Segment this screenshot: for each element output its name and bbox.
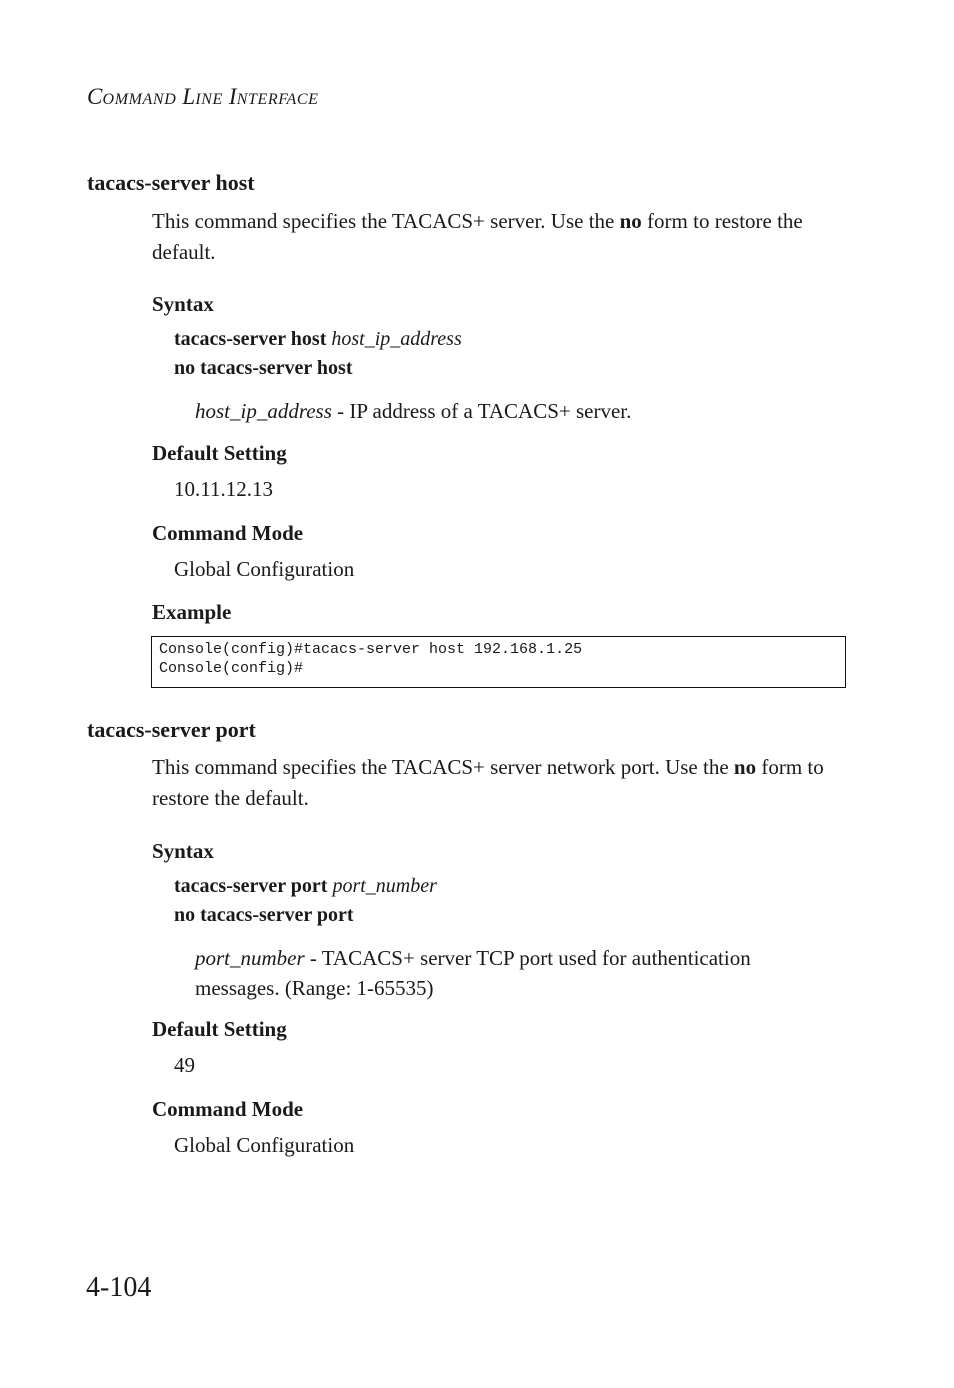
example-heading: Example <box>152 600 232 624</box>
default-setting-value: 49 <box>174 1053 195 1077</box>
example-code-box <box>151 636 846 688</box>
section-description: This command specifies the TACACS+ server. Use the no form to restore the default. <box>152 209 803 264</box>
running-header: COMMAND LINE INTERFACE <box>87 84 319 109</box>
page-number: 4-104 <box>86 1272 152 1303</box>
command-mode-heading: Command Mode <box>152 1097 304 1121</box>
syntax-heading: Syntax <box>152 839 214 863</box>
syntax-heading: Syntax <box>152 292 214 316</box>
default-setting-heading: Default Setting <box>152 441 287 465</box>
command-mode-heading: Command Mode <box>152 521 304 545</box>
section-title: tacacs-server port <box>87 717 256 742</box>
syntax-command: tacacs-server host host_ip_address <box>174 328 462 350</box>
default-setting-value: 10.11.12.13 <box>174 477 273 501</box>
parameter-description: host_ip_address - IP address of a TACACS+ server. <box>195 399 632 423</box>
syntax-no-command: no tacacs-server host <box>174 357 353 379</box>
parameter-description: port_number - TACACS+ server TCP port used for authentication messages. (Range: 1-65535) <box>195 946 751 1000</box>
code-line: Console(config)# <box>159 660 304 677</box>
default-setting-heading: Default Setting <box>152 1017 287 1041</box>
section-title: tacacs-server host <box>87 170 255 195</box>
syntax-no-command: no tacacs-server port <box>174 904 354 926</box>
command-mode-value: Global Configuration <box>174 557 355 581</box>
syntax-command: tacacs-server port port_number <box>174 875 437 897</box>
command-mode-value: Global Configuration <box>174 1133 355 1157</box>
code-line: Console(config)#tacacs-server host 192.168.1.25 <box>159 641 583 658</box>
section-description: This command specifies the TACACS+ server network port. Use the no form to restore the default. <box>152 755 824 810</box>
